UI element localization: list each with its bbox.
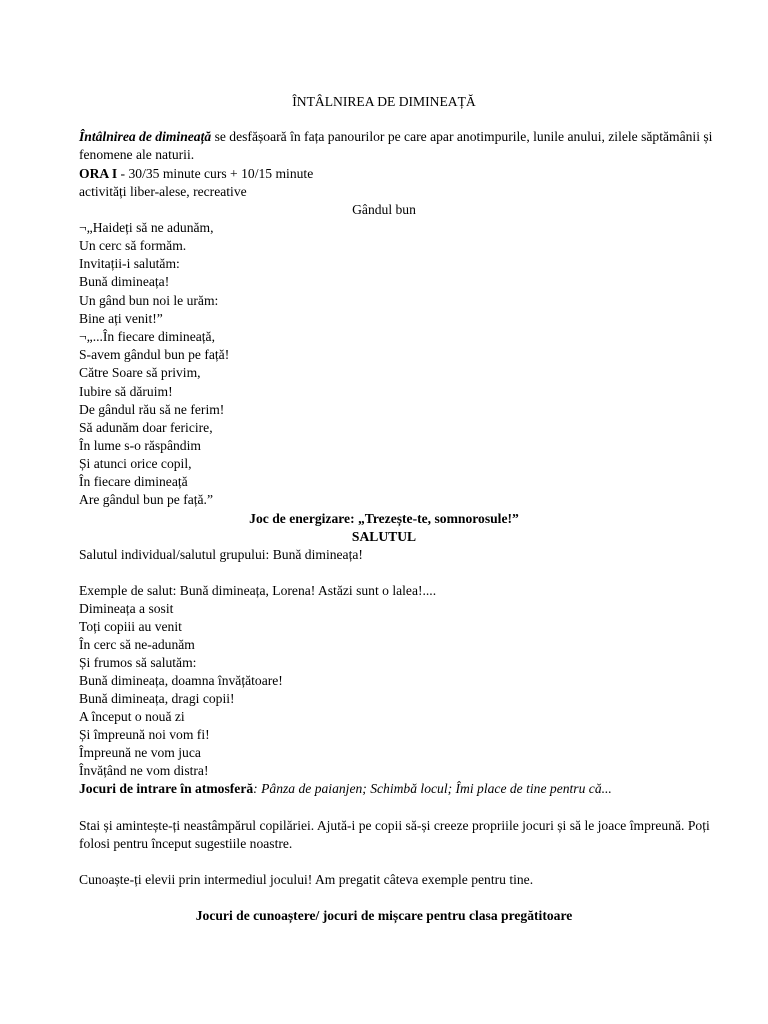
ora-label: ORA I <box>79 166 118 181</box>
intro-paragraph <box>79 128 720 164</box>
poem-line: Iubire să dăruim! <box>79 384 173 399</box>
verse-line: În cerc să ne-adunăm <box>79 637 195 652</box>
activitati-line: activități liber-alese, recreative <box>79 184 247 199</box>
poem-line: Un cerc să formăm. <box>79 238 187 253</box>
salutul-line: Salutul individual/salutul grupului: Bună dimineața! <box>79 547 363 562</box>
poem-line: ¬„Haideți să ne adunăm, <box>79 220 214 235</box>
poem-line: ¬„...În fiecare dimineață, <box>79 329 215 344</box>
poem-line: Către Soare să privim, <box>79 365 201 380</box>
exemple-salut-line: Exemple de salut: Bună dimineața, Lorena! Astăzi sunt o lalea!.... <box>79 583 437 598</box>
poem-line: Și atunci orice copil, <box>79 456 192 471</box>
intro-bold-phrase: Întâlnirea de dimineață <box>79 129 212 144</box>
salutul-heading: SALUTUL <box>351 529 417 544</box>
poem-line: S-avem gândul bun pe față! <box>79 347 230 362</box>
verse-line: Și frumos să salutăm: <box>79 655 197 670</box>
poem-line: Un gând bun noi le urăm: <box>79 293 219 308</box>
verse-line: Dimineața a sosit <box>79 601 174 616</box>
poem-line: De gândul rău să ne ferim! <box>79 402 225 417</box>
verse-line: Împreună ne vom juca <box>79 745 201 760</box>
verse-line: Învățând ne vom distra! <box>79 763 209 778</box>
verse-line: Toți copiii au venit <box>79 619 182 634</box>
poem-line: Are gândul bun pe față.” <box>79 492 213 507</box>
verse-line: Bună dimineața, dragi copii! <box>79 691 235 706</box>
verse-line: Și împreună noi vom fi! <box>79 727 210 742</box>
document-title: ÎNTÂLNIREA DE DIMINEAȚĂ <box>292 94 476 109</box>
ora-line <box>79 165 728 183</box>
poem-line: În fiecare dimineață <box>79 474 188 489</box>
poem-line: În lume s-o răspândim <box>79 438 201 453</box>
poem-line: Bună dimineața! <box>79 274 170 289</box>
jocuri-atmosfera-line <box>79 780 728 798</box>
jocuri-atmosfera-label: Jocuri de intrare în atmosferă <box>79 781 254 796</box>
joc-energizare-heading: Joc de energizare: „Trezește-te, somnorosule!” <box>249 511 519 526</box>
cunoaste-line: Cunoaște-ți elevii prin intermediul jocului! Am pregatit câteva exemple pentru tine. <box>79 872 534 887</box>
jocuri-atmosfera-text: : Pânza de paianjen; Schimbă locul; Îmi place de tine pentru că... <box>253 781 612 796</box>
ora-text: - 30/35 minute curs + 10/15 minute <box>117 166 314 181</box>
poem-line: Invitații-i salutăm: <box>79 256 180 271</box>
poem-line: Să adunăm doar fericire, <box>79 420 213 435</box>
stai-paragraph: Stai și amintește-ți neastâmpărul copilăriei. Ajută-i pe copii să-și creeze propriile jocuri și să le joace împreună. Poți folosi pentru început sugestiile noastre. <box>79 818 710 851</box>
poem-title: Gândul bun <box>352 202 416 217</box>
intro-text: se desfășoară în fața panourilor pe care apar anotimpurile, lunile anului, zilele săptămânii și fenomene ale naturii. <box>79 129 713 162</box>
final-heading: Jocuri de cunoaștere/ jocuri de mișcare pentru clasa pregătitoare <box>195 908 573 923</box>
verse-line: A început o nouă zi <box>79 709 185 724</box>
verse-line: Bună dimineața, doamna învățătoare! <box>79 673 283 688</box>
poem-line: Bine ați venit!” <box>79 311 163 326</box>
